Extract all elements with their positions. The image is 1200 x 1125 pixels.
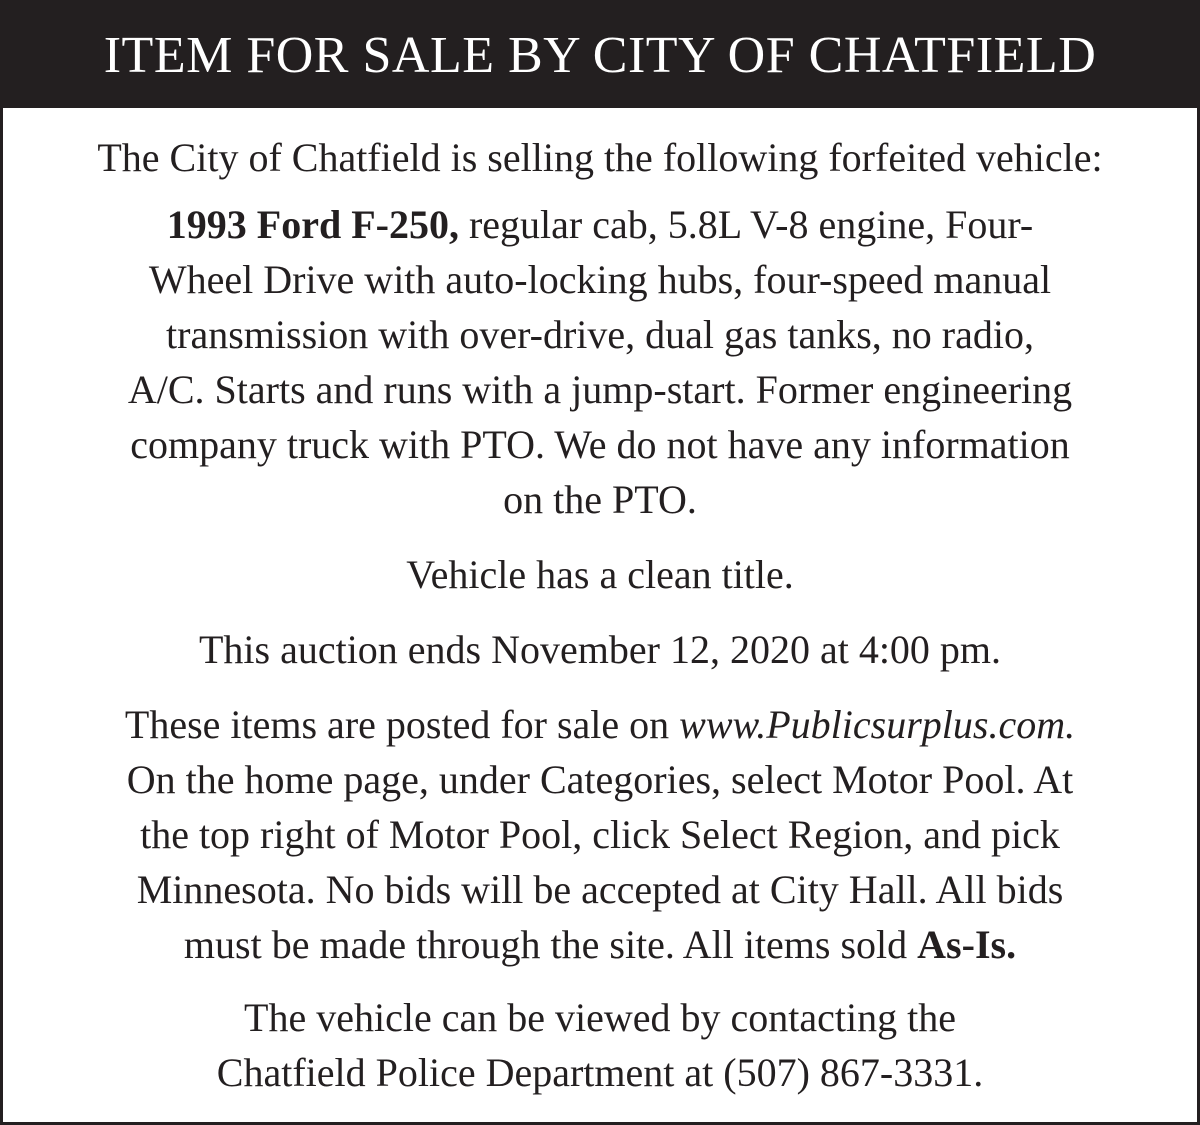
vehicle-line: company truck with PTO. We do not have any information xyxy=(130,422,1070,467)
website-link[interactable]: www.Publicsurplus.com. xyxy=(679,702,1076,747)
instructions-line: On the home page, under Categories, select Motor Pool. At xyxy=(126,757,1074,802)
vehicle-description xyxy=(3,197,1197,527)
ad-header xyxy=(3,3,1197,108)
ad-title: ITEM FOR SALE BY CITY OF CHATFIELD xyxy=(103,27,1097,84)
contact-line: The vehicle can be viewed by contacting the xyxy=(244,995,956,1040)
vehicle-line xyxy=(3,197,1197,252)
vehicle-line: on the PTO. xyxy=(503,477,697,522)
ad-body xyxy=(3,130,1197,1100)
title-status: Vehicle has a clean title. xyxy=(406,552,794,597)
intro-text: The City of Chatfield is selling the following forfeited vehicle: xyxy=(97,135,1103,180)
auction-end: This auction ends November 12, 2020 at 4:00 pm. xyxy=(198,627,1002,672)
intro-paragraph xyxy=(3,130,1197,185)
auction-end-paragraph xyxy=(3,622,1197,677)
vehicle-line: A/C. Starts and runs with a jump-start. Former engineering xyxy=(127,367,1073,412)
instructions-text: must be made through the site. All items sold xyxy=(183,922,918,967)
as-is-label: As-Is. xyxy=(917,922,1017,967)
contact-line: Chatfield Police Department at (507) 867-3331. xyxy=(216,1050,984,1095)
vehicle-line: transmission with over-drive, dual gas tanks, no radio, xyxy=(166,312,1034,357)
vehicle-line-text: regular cab, 5.8L V-8 engine, Four- xyxy=(458,202,1034,247)
title-status-paragraph xyxy=(3,547,1197,602)
vehicle-line: Wheel Drive with auto-locking hubs, four-speed manual xyxy=(148,257,1052,302)
contact-paragraph xyxy=(3,990,1197,1100)
instructions-paragraph xyxy=(3,697,1197,972)
instructions-text: These items are posted for sale on xyxy=(124,702,680,747)
instructions-line: the top right of Motor Pool, click Select Region, and pick xyxy=(140,812,1060,857)
vehicle-model: 1993 Ford F-250, xyxy=(166,202,459,247)
instructions-line xyxy=(3,697,1197,752)
instructions-line: Minnesota. No bids will be accepted at City Hall. All bids xyxy=(136,867,1064,912)
instructions-line xyxy=(3,917,1197,972)
